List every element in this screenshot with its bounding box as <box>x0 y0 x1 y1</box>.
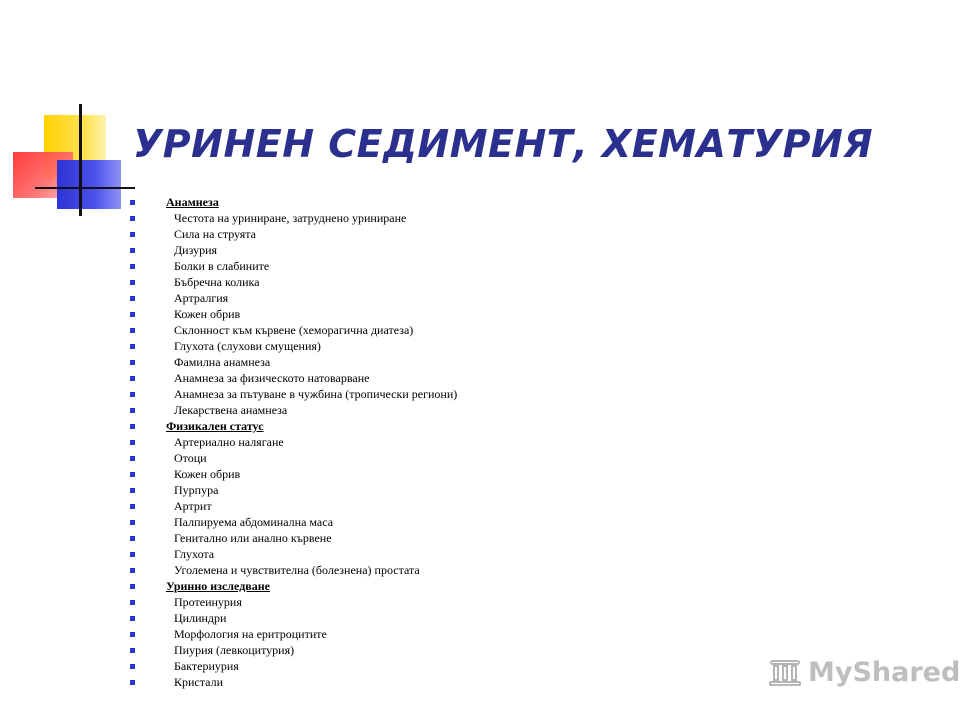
list-item-text: Болки в слабините <box>174 259 270 273</box>
list-item <box>128 658 457 674</box>
slide-title: УРИНЕН СЕДИМЕНТ, ХЕМАТУРИЯ <box>133 122 874 166</box>
square-bullet-icon <box>130 504 135 509</box>
square-bullet-icon <box>130 328 135 333</box>
list-item <box>128 498 457 514</box>
list-item <box>128 386 457 402</box>
list-item-text: Склонност към кървене (хеморагична диатеза) <box>174 323 414 337</box>
list-item <box>128 626 457 642</box>
square-bullet-icon <box>130 280 135 285</box>
square-bullet-icon <box>130 488 135 493</box>
square-bullet-icon <box>130 680 135 685</box>
list-item <box>128 466 457 482</box>
square-bullet-icon <box>130 392 135 397</box>
list-item-text: Протеинурия <box>174 595 242 609</box>
list-item <box>128 322 457 338</box>
square-bullet-icon <box>130 296 135 301</box>
list-item <box>128 610 457 626</box>
list-item-text: Пиурия (левкоцитурия) <box>174 643 295 657</box>
square-bullet-icon <box>130 312 135 317</box>
square-bullet-icon <box>130 344 135 349</box>
list-item-text: Бактериурия <box>174 659 239 673</box>
list-item <box>128 354 457 370</box>
list-item <box>128 434 457 450</box>
list-item-text: Морфология на еритроцитите <box>174 627 327 641</box>
square-bullet-icon <box>130 376 135 381</box>
list-item <box>128 242 457 258</box>
list-item-text: Фамилна анамнеза <box>174 355 271 369</box>
square-bullet-icon <box>130 232 135 237</box>
list-item-text: Анамнеза <box>166 195 219 209</box>
square-bullet-icon <box>130 456 135 461</box>
list-item <box>128 514 457 530</box>
list-item-text: Генитално или анално кървене <box>174 531 332 545</box>
list-item-text: Честота на уриниране, затруднено уриниране <box>174 211 407 225</box>
list-item <box>128 370 457 386</box>
list-item-text: Артралгия <box>174 291 229 305</box>
list-heading <box>128 418 457 434</box>
list-item <box>128 562 457 578</box>
list-item-text: Анамнеза за пътуване в чужбина (тропически региони) <box>174 387 458 401</box>
list-item-text: Цилиндри <box>174 611 227 625</box>
square-bullet-icon <box>130 552 135 557</box>
list-item <box>128 674 457 690</box>
square-bullet-icon <box>130 248 135 253</box>
list-heading <box>128 194 457 210</box>
list-item <box>128 594 457 610</box>
decorative-blue-square <box>57 160 121 209</box>
list-item <box>128 546 457 562</box>
list-item-text: Артрит <box>174 499 212 513</box>
square-bullet-icon <box>130 568 135 573</box>
list-item-text: Бъбречна колика <box>174 275 260 289</box>
list-item <box>128 402 457 418</box>
square-bullet-icon <box>130 584 135 589</box>
list-item-text: Кожен обрив <box>174 467 241 481</box>
square-bullet-icon <box>130 216 135 221</box>
square-bullet-icon <box>130 648 135 653</box>
list-item-text: Артериално налягане <box>174 435 284 449</box>
list-item <box>128 450 457 466</box>
square-bullet-icon <box>130 264 135 269</box>
square-bullet-icon <box>130 424 135 429</box>
square-bullet-icon <box>130 664 135 669</box>
list-item-text: Физикален статус <box>166 419 264 433</box>
list-item-text: Глухота <box>174 547 215 561</box>
list-item-text: Уринно изследване <box>166 579 270 593</box>
list-item <box>128 482 457 498</box>
list-heading <box>128 578 457 594</box>
list-item-text: Кристали <box>174 675 223 689</box>
square-bullet-icon <box>130 600 135 605</box>
square-bullet-icon <box>130 472 135 477</box>
list-item-text: Отоци <box>174 451 207 465</box>
list-item <box>128 274 457 290</box>
list-item <box>128 210 457 226</box>
list-item <box>128 306 457 322</box>
list-item-text: Сила на струята <box>174 227 256 241</box>
bullet-list <box>128 194 457 690</box>
square-bullet-icon <box>130 536 135 541</box>
list-item-text: Кожен обрив <box>174 307 241 321</box>
list-item <box>128 642 457 658</box>
list-item-text: Палпируема абдоминална маса <box>174 515 334 529</box>
list-item-text: Уголемена и чувствителна (болезнена) простата <box>174 563 420 577</box>
decorative-horizontal-line <box>35 187 135 189</box>
square-bullet-icon <box>130 408 135 413</box>
square-bullet-icon <box>130 440 135 445</box>
watermark <box>768 657 960 688</box>
square-bullet-icon <box>130 616 135 621</box>
list-item <box>128 530 457 546</box>
watermark-text: MyShared <box>808 657 960 688</box>
list-item-text: Дизурия <box>174 243 218 257</box>
decorative-vertical-line <box>79 104 82 216</box>
list-item-text: Лекарствена анамнеза <box>174 403 288 417</box>
list-item-text: Глухота (слухови смущения) <box>174 339 321 353</box>
square-bullet-icon <box>130 360 135 365</box>
square-bullet-icon <box>130 520 135 525</box>
square-bullet-icon <box>130 200 135 205</box>
building-columns-icon <box>768 658 802 688</box>
list-item <box>128 338 457 354</box>
square-bullet-icon <box>130 632 135 637</box>
list-item <box>128 290 457 306</box>
list-item-text: Пурпура <box>174 483 219 497</box>
list-item <box>128 226 457 242</box>
list-item <box>128 258 457 274</box>
list-item-text: Анамнеза за физическото натоварване <box>174 371 370 385</box>
